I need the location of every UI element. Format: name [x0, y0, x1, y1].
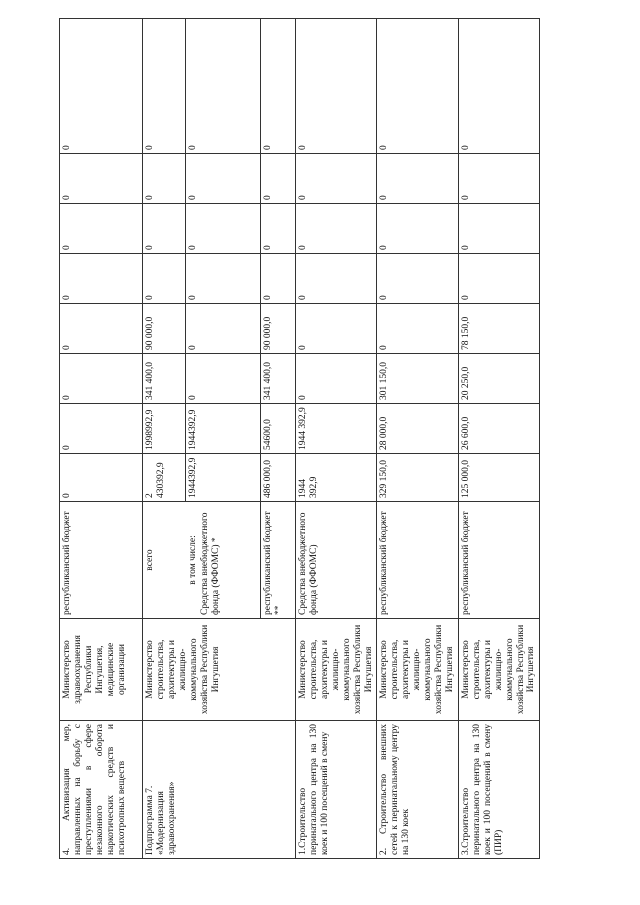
- cell-value: 0: [261, 204, 296, 254]
- cell-executor: Министерство строительства, архитектуры и жилищно-коммунального хозяйства Республики Ингушетия: [377, 619, 458, 721]
- cell-source-total: всего: [143, 502, 186, 619]
- cell-value: 0: [458, 254, 539, 304]
- cell-source: республиканский бюджет: [458, 502, 539, 619]
- cell-value: 0: [296, 154, 377, 204]
- cell-value: 0: [458, 204, 539, 254]
- ffoms-label: Средства внебюджетного фонда (ФФОМС) *: [200, 512, 222, 615]
- cell-value: 0: [377, 304, 458, 354]
- cell-value: 20 250,0: [458, 354, 539, 404]
- cell-value: 0: [60, 354, 143, 404]
- cell-value: 0: [458, 154, 539, 204]
- table-row: [143, 19, 186, 859]
- cell-value: 1944 392,9: [296, 454, 377, 502]
- rotated-table-wrapper: [59, 19, 537, 859]
- cell-value: 0: [261, 19, 296, 154]
- cell-value: 0: [296, 204, 377, 254]
- cell-value: 329 150,0: [377, 454, 458, 502]
- cell-value: 0: [143, 254, 186, 304]
- cell-value: 1998992,9: [143, 404, 186, 454]
- cell-value: 0: [186, 19, 261, 154]
- cell-value: 0: [143, 204, 186, 254]
- cell-value: 0: [60, 154, 143, 204]
- cell-value: 1944392,9: [186, 404, 261, 454]
- cell-source-rb: республиканский бюджет **: [261, 502, 296, 619]
- cell-value: 301 150,0: [377, 354, 458, 404]
- cell-value: 90 000,0: [261, 304, 296, 354]
- cell-value: 125 000,0: [458, 454, 539, 502]
- cell-value: 54600,0: [261, 404, 296, 454]
- cell-value: 0: [186, 204, 261, 254]
- cell-value: 0: [261, 254, 296, 304]
- cell-value: 2 430392,9: [143, 454, 186, 502]
- cell-value: 0: [377, 254, 458, 304]
- cell-source-ffoms: [186, 502, 261, 619]
- table-row: [377, 19, 458, 859]
- cell-value: 0: [296, 354, 377, 404]
- cell-value: 28 000,0: [377, 404, 458, 454]
- cell-value: 0: [60, 204, 143, 254]
- cell-value: 0: [186, 154, 261, 204]
- cell-executor: Министерство здравоохранения Республики Ингушетия, медицинские организации: [60, 619, 143, 721]
- cell-value: 0: [186, 354, 261, 404]
- cell-value: 0: [60, 454, 143, 502]
- cell-value: 26 600,0: [458, 404, 539, 454]
- cell-source: республиканский бюджет: [60, 502, 143, 619]
- cell-value: 0: [186, 304, 261, 354]
- cell-value: 0: [296, 304, 377, 354]
- cell-value: 0: [377, 19, 458, 154]
- cell-source: республиканский бюджет: [377, 502, 458, 619]
- cell-value: 1944392,9: [186, 454, 261, 502]
- cell-name: 1.Строительство перинатального центра на 130 коек и 100 посещений в смену: [296, 721, 377, 859]
- cell-value: 0: [143, 154, 186, 204]
- table-row: [458, 19, 539, 859]
- cell-executor: Министерство строительства, архитектуры и жилищно-коммунального хозяйства Республики Ингушетия: [296, 619, 377, 721]
- incl-label: в том числе:: [187, 535, 198, 585]
- cell-value: 0: [377, 154, 458, 204]
- cell-value: 486 000,0: [261, 454, 296, 502]
- program-funding-table: [59, 18, 540, 859]
- cell-value: 0: [60, 304, 143, 354]
- cell-value: 0: [60, 254, 143, 304]
- cell-value: 0: [377, 204, 458, 254]
- cell-value: 0: [296, 19, 377, 154]
- cell-value: 0: [143, 19, 186, 154]
- table-row: [296, 19, 377, 859]
- table-row: [60, 19, 143, 859]
- cell-name: 3.Строительство перинатального центра на 130 коек и 100 посещений в смену (ПИР): [458, 721, 539, 859]
- cell-value: 78 150,0: [458, 304, 539, 354]
- cell-value: 0: [60, 404, 143, 454]
- cell-value: 0: [60, 19, 143, 154]
- cell-value: 0: [296, 254, 377, 304]
- cell-value: 0: [261, 154, 296, 204]
- cell-value: 341 400,0: [261, 354, 296, 404]
- cell-source: Средства внебюджетного фонда (ФФОМС): [296, 502, 377, 619]
- cell-value: 0: [458, 19, 539, 154]
- cell-value: 90 000,0: [143, 304, 186, 354]
- cell-value: 341 400,0: [143, 354, 186, 404]
- cell-value: 0: [186, 254, 261, 304]
- cell-name: 4. Активизация мер, направленных на борьбу с преступлениями в сфере незаконного оборота наркотических средств и психотропных веществ: [60, 721, 143, 859]
- cell-executor: Министерство строительства, архитектуры и жилищно-коммунального хозяйства Республики Ингушетия: [143, 619, 296, 721]
- cell-name: 2. Строительство внешних сетей к перинатальному центру на 130 коек: [377, 721, 458, 859]
- cell-executor: Министерство строительства, архитектуры и жилищно-коммунального хозяйства Республики Ингушетия: [458, 619, 539, 721]
- cell-name: Подпрограмма 7. «Модернизация здравоохранения»: [143, 721, 296, 859]
- cell-value: 1944 392,9: [296, 404, 377, 454]
